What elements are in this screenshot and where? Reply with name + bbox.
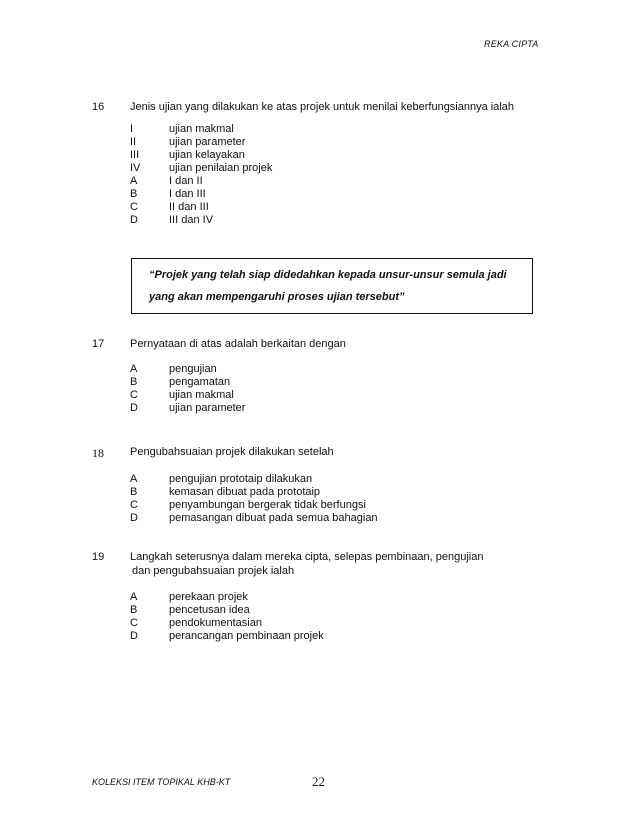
option-key: A (130, 363, 138, 375)
option-key: D (130, 630, 138, 642)
page-number: 22 (312, 774, 325, 789)
footer-collection: KOLEKSI ITEM TOPIKAL KHB-KT (92, 777, 231, 787)
option-key: C (130, 617, 138, 629)
option-key: D (130, 512, 138, 524)
option-key: B (130, 188, 138, 200)
quote-box (131, 258, 533, 314)
option-key: B (130, 376, 138, 388)
statement-text: ujian makmal (169, 123, 234, 135)
question-text: Pernyataan di atas adalah berkaitan dengan (130, 338, 346, 350)
statement-key: III (130, 149, 140, 161)
option-key: A (130, 473, 138, 485)
question-number: 16 (92, 101, 105, 113)
option-text: ujian parameter (169, 402, 246, 414)
option-key: B (130, 486, 138, 498)
statement-key: II (130, 136, 137, 148)
option-text: kemasan dibuat pada prototaip (169, 486, 321, 498)
question-text: Jenis ujian yang dilakukan ke atas projek untuk menilai keberfungsiannya ialah (130, 101, 515, 113)
statement-key: I (130, 123, 134, 135)
option-text: pengujian (169, 363, 217, 375)
question-number: 19 (92, 551, 105, 563)
question-text: Pengubahsuaian projek dilakukan setelah (130, 446, 334, 458)
statement-text: ujian parameter (169, 136, 246, 148)
quote-line: yang akan mempengaruhi proses ujian tersebut” (149, 291, 405, 303)
option-text: pengamatan (169, 376, 231, 388)
question-text-line: Langkah seterusnya dalam mereka cipta, selepas pembinaan, pengujian (130, 551, 484, 563)
question-number: 17 (92, 338, 105, 350)
option-text: penyambungan bergerak tidak berfungsi (169, 499, 366, 511)
statement-text: ujian kelayakan (169, 149, 245, 161)
option-key: D (130, 402, 138, 414)
option-text: I dan III (169, 188, 206, 200)
option-key: A (130, 591, 138, 603)
option-key: B (130, 604, 138, 616)
option-key: C (130, 499, 138, 511)
section-header: REKA CIPTA (484, 39, 539, 49)
option-text: pencetusan idea (169, 604, 250, 616)
option-key: C (130, 201, 138, 213)
question-number: 18 (92, 446, 104, 460)
option-key: C (130, 389, 138, 401)
statement-text: ujian penilaian projek (169, 162, 273, 174)
question-text-line: dan pengubahsuaian projek ialah (132, 565, 295, 577)
option-text: pengujian prototaip dilakukan (169, 473, 313, 485)
option-text: I dan II (169, 175, 203, 187)
option-key: D (130, 214, 138, 226)
quote-line: “Projek yang telah siap didedahkan kepada unsur-unsur semula jadi (149, 269, 507, 281)
option-text: pemasangan dibuat pada semua bahagian (169, 512, 378, 524)
option-text: II dan III (169, 201, 209, 213)
option-text: perancangan pembinaan projek (169, 630, 324, 642)
option-text: ujian makmal (169, 389, 234, 401)
option-text: pendokumentasian (169, 617, 262, 629)
option-text: perekaan projek (169, 591, 248, 603)
option-text: III dan IV (169, 214, 214, 226)
option-key: A (130, 175, 138, 187)
statement-key: IV (130, 162, 141, 174)
